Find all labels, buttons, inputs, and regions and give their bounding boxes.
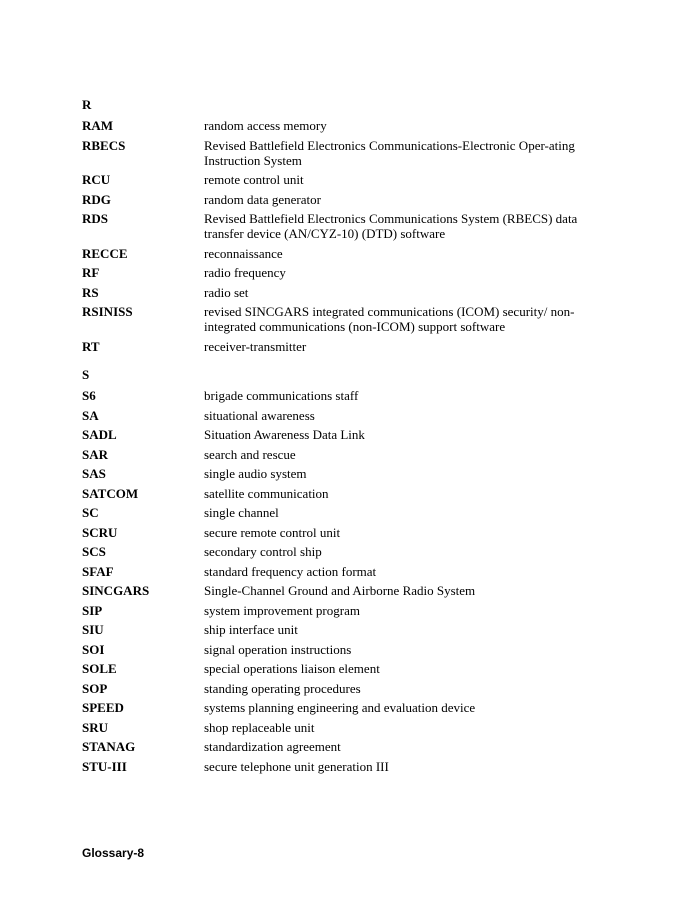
entry-term: SPEED [82,700,124,715]
entry-term: RDS [82,211,109,226]
entry-definition: systems planning engineering and evaluation device [204,700,476,715]
entry-term: SAR [82,446,109,462]
entry-term: SADL [82,427,117,442]
glossary-entry [82,739,602,754]
entry-definition: reconnaissance [204,245,283,261]
entry-term: SOI [82,641,105,657]
glossary-entry [82,211,602,241]
entry-definition: remote control unit [204,172,304,187]
entry-term: SC [82,505,99,520]
glossary-entry [82,447,602,462]
entry-definition: Revised Battlefield Electronics Communications-Electronic Oper-ating Instruction System [204,137,575,168]
glossary-entry [82,505,602,520]
glossary-section-r [82,97,602,358]
glossary-entry [82,138,602,168]
entry-definition: single channel [204,505,279,520]
entry-term: S6 [82,388,96,403]
entry-term: STANAG [82,739,136,754]
glossary-entry [82,642,602,657]
entry-list [82,388,602,774]
glossary-section-s [82,367,602,778]
entry-definition: Single-Channel Ground and Airborne Radio System [204,583,476,598]
entry-term: SINCGARS [82,583,150,598]
glossary-entry [82,759,602,774]
entry-definition: standing operating procedures [204,680,361,696]
entry-list [82,118,602,354]
entry-term: SCS [82,544,106,559]
entry-definition: system improvement program [204,602,360,618]
entry-term: RECCE [82,245,128,261]
glossary-entry [82,265,602,280]
glossary-entry [82,408,602,423]
entry-definition: secure telephone unit generation III [204,758,389,774]
glossary-entry [82,661,602,676]
entry-definition: satellite communication [204,485,329,501]
entry-term: SOP [82,680,108,696]
entry-definition: brigade communications staff [204,388,359,403]
entry-term: RDG [82,191,111,207]
entry-term: SOLE [82,661,117,676]
entry-definition: signal operation instructions [204,641,352,657]
entry-definition: standardization agreement [204,739,341,754]
entry-term: RF [82,265,100,280]
entry-definition: receiver-transmitter [204,338,307,354]
section-letter: S [82,367,90,382]
entry-term: STU-III [82,758,127,774]
entry-definition: shop replaceable unit [204,719,315,735]
entry-term: RSINISS [82,304,133,319]
entry-definition: situational awareness [204,407,315,423]
entry-term: RT [82,338,100,354]
entry-term: SA [82,407,99,423]
glossary-entry [82,681,602,696]
entry-term: SIU [82,622,104,637]
glossary-entry [82,622,602,637]
entry-term: RBECS [82,137,126,153]
entry-term: RCU [82,172,111,187]
entry-definition: random access memory [204,118,327,133]
glossary-entry [82,544,602,559]
glossary-entry [82,466,602,481]
glossary-entry [82,603,602,618]
glossary-entry [82,339,602,354]
entry-definition: random data generator [204,191,321,207]
entry-term: RS [82,284,99,300]
glossary-entry [82,118,602,133]
entry-definition: secondary control ship [204,544,322,559]
entry-term: SCRU [82,524,118,540]
entry-term: SFAF [82,563,114,579]
entry-definition: Situation Awareness Data Link [204,427,365,442]
glossary-entry [82,304,602,334]
glossary-entry [82,427,602,442]
entry-definition: Revised Battlefield Electronics Communications System (RBECS) data transfer device (AN/CYZ-10) (DTD) software [204,211,578,241]
glossary-entry [82,285,602,300]
glossary-entry [82,564,602,579]
entry-term: SRU [82,719,109,735]
glossary-entry [82,700,602,715]
entry-term: SAS [82,466,106,481]
glossary-entry [82,192,602,207]
glossary-entry [82,583,602,598]
glossary-entry [82,486,602,501]
entry-term: SIP [82,602,103,618]
entry-definition: secure remote control unit [204,524,341,540]
entry-definition: single audio system [204,466,307,481]
glossary-entry [82,246,602,261]
entry-definition: ship interface unit [204,622,298,637]
glossary-entry [82,172,602,187]
entry-definition: standard frequency action format [204,563,377,579]
entry-term: RAM [82,118,114,133]
section-letter: R [82,97,92,112]
entry-definition: radio set [204,284,249,300]
page-footer-label: Glossary-8 [82,846,145,860]
entry-definition: special operations liaison element [204,661,380,676]
glossary-entry [82,525,602,540]
glossary-entry [82,720,602,735]
glossary-entry [82,388,602,403]
entry-definition: search and rescue [204,446,296,462]
entry-definition: revised SINCGARS integrated communications (ICOM) security/ non-integrated communications (non-ICOM) support software [204,304,575,334]
entry-term: SATCOM [82,485,139,501]
entry-definition: radio frequency [204,265,286,280]
